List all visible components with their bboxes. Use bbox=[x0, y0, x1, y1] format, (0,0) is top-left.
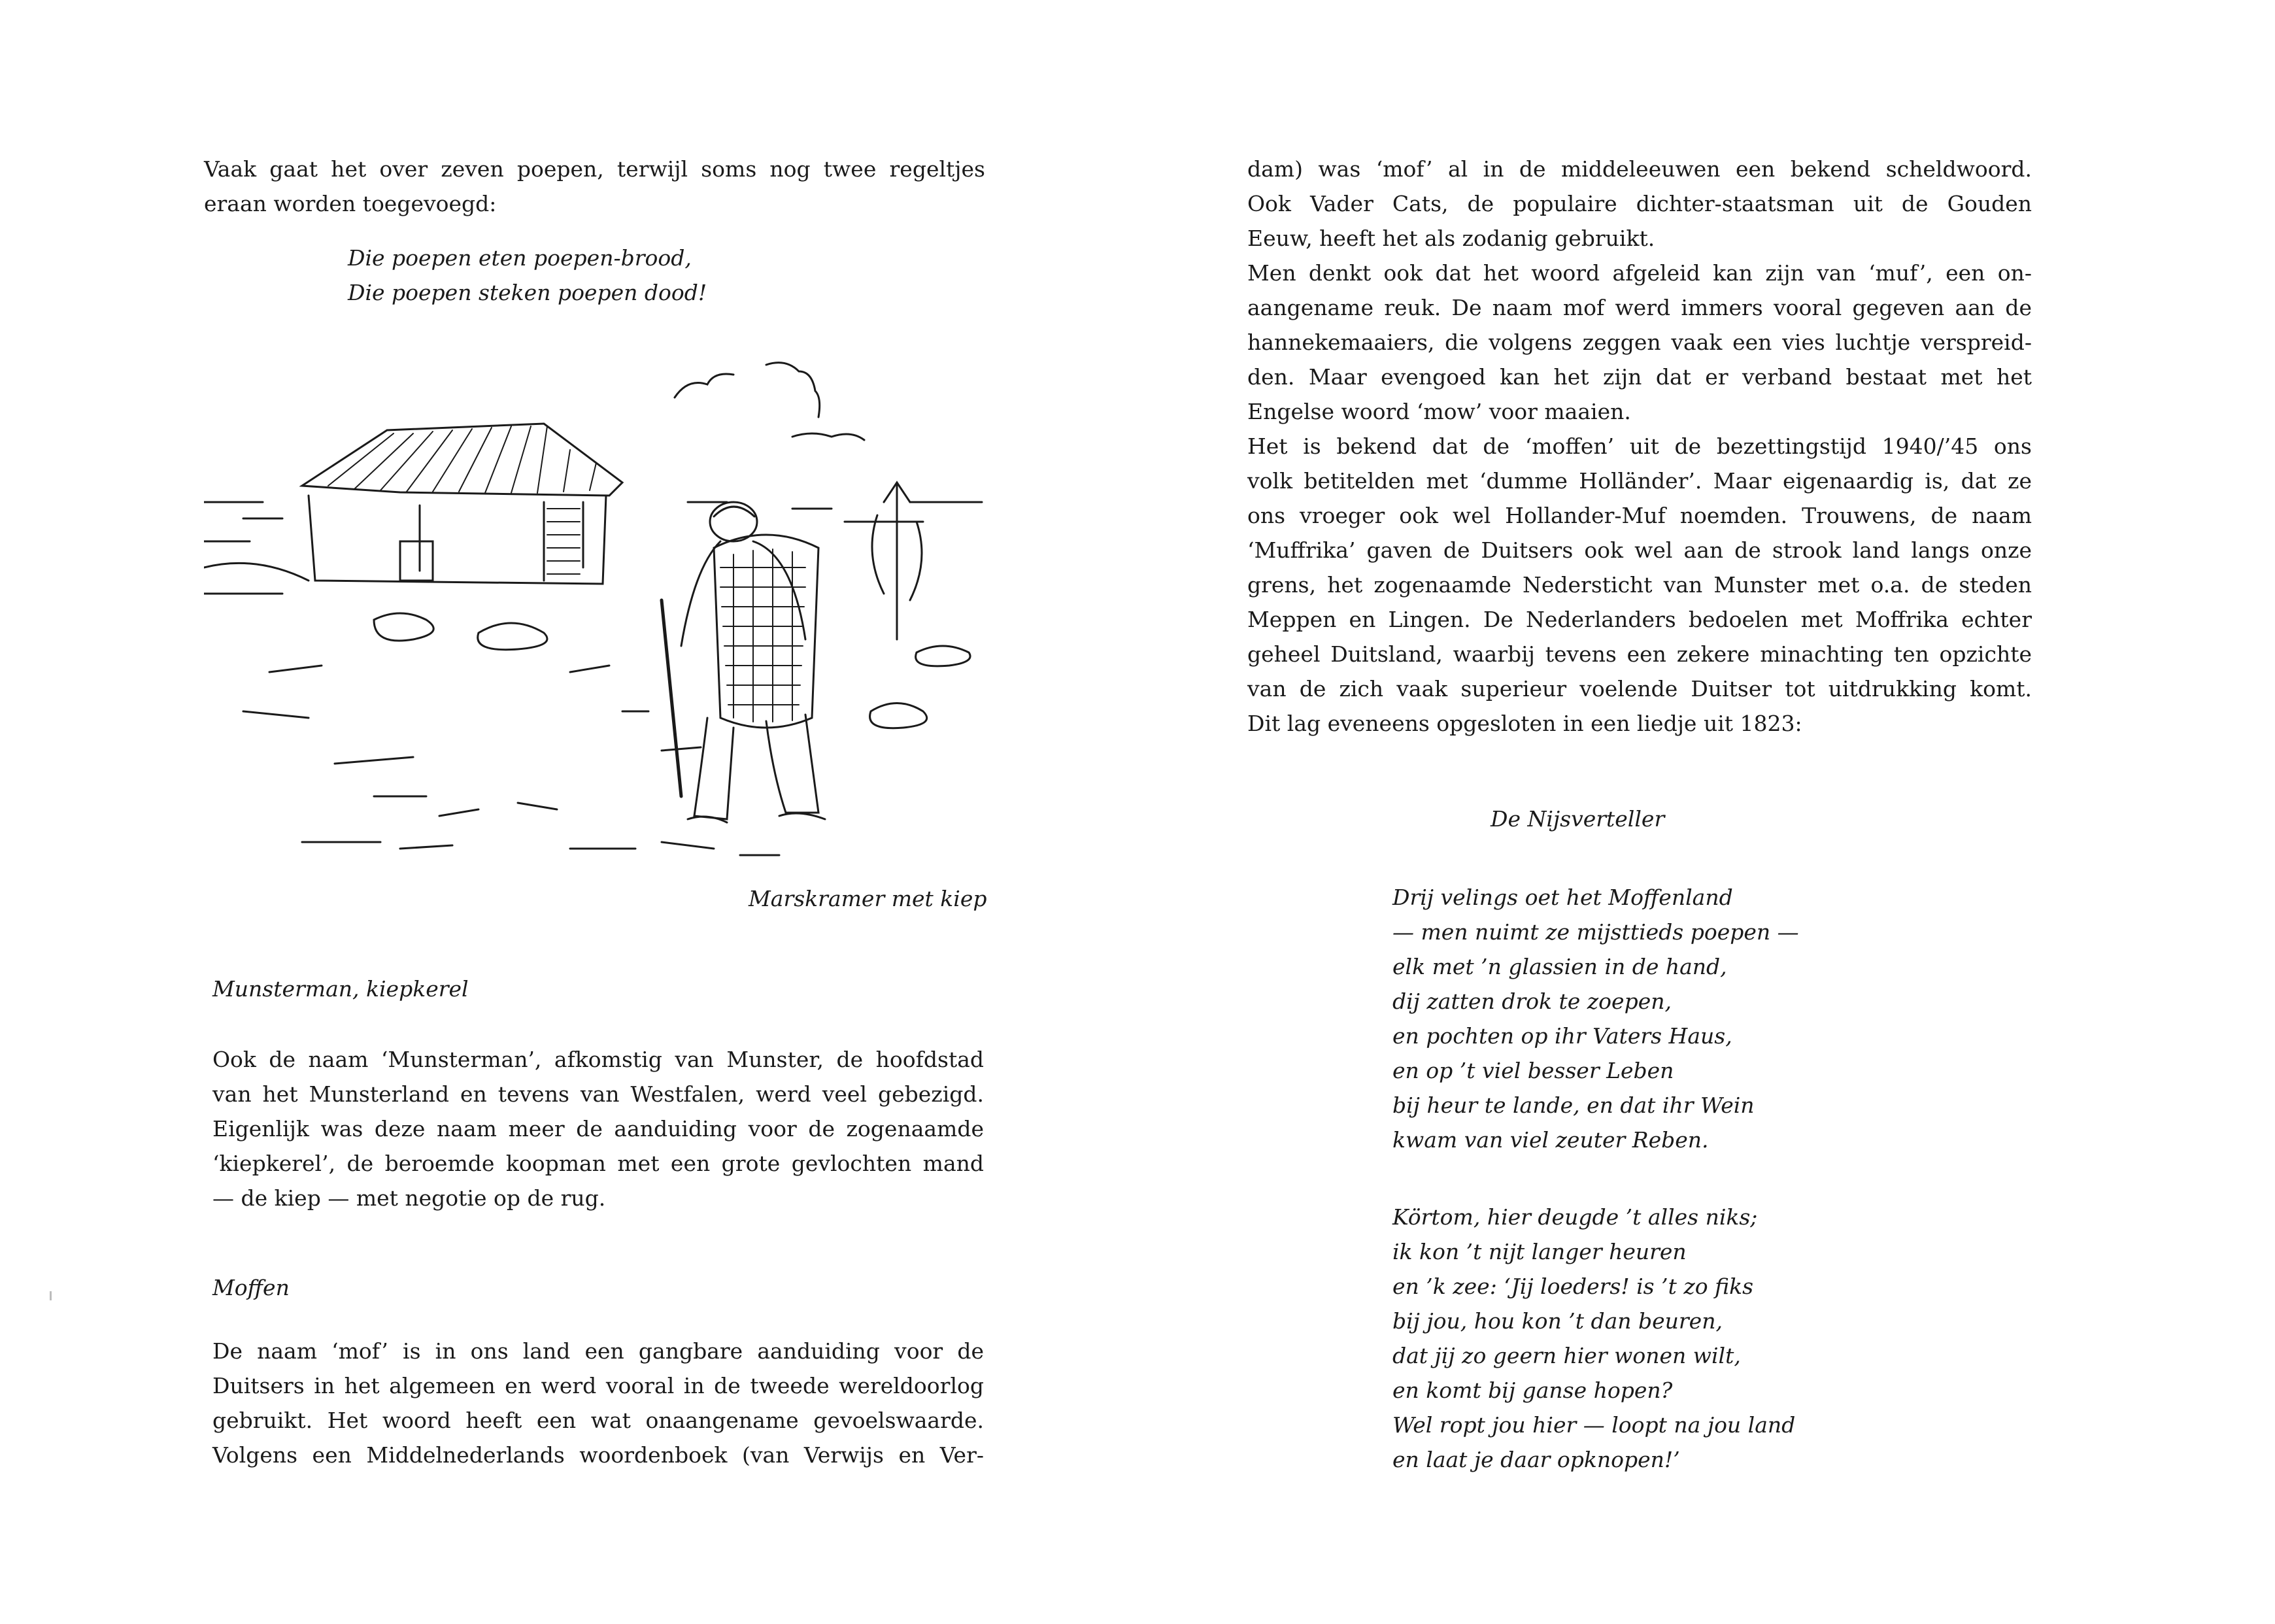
text-line: volk betitelden met ‘dumme Holländer’. Maar eigenaardig is, dat ze bbox=[1247, 468, 2032, 494]
verse-line: Wel ropt jou hier — loopt na jou land bbox=[1392, 1412, 1796, 1438]
text-line: Engelse woord ‘mow’ voor maaien. bbox=[1247, 399, 1631, 424]
poem-stanza-2 bbox=[1392, 1200, 1795, 1477]
poem-title: De Nijsverteller bbox=[1491, 806, 1665, 832]
section-heading-munsterman: Munsterman, kiepkerel bbox=[212, 976, 469, 1002]
rhyme-verse bbox=[348, 241, 707, 310]
text-line: Men denkt ook dat het woord afgeleid kan zijn van ‘muf’, een on- bbox=[1247, 260, 2032, 286]
pedlar-with-basket-drawing-icon bbox=[204, 345, 985, 858]
text-line: van de zich vaak superieur voelende Duitser tot uitdrukking komt. bbox=[1247, 676, 2032, 702]
verse-line: en op ’t viel besser Leben bbox=[1392, 1058, 1674, 1083]
verse-line: — men nuimt ze mijsttieds poepen — bbox=[1392, 919, 1799, 945]
verse-line: Körtom, hier deugde ’t alles niks; bbox=[1392, 1204, 1758, 1230]
margin-mark bbox=[50, 1291, 52, 1300]
text-line: Dit lag eveneens opgesloten in een liedje uit 1823: bbox=[1247, 711, 1802, 736]
verse-line: ik kon ’t nijt langer heuren bbox=[1392, 1239, 1687, 1264]
munsterman-paragraph bbox=[212, 1042, 984, 1215]
text-line: grens, het zogenaamde Nedersticht van Munster met o.a. de steden bbox=[1247, 572, 2032, 598]
illustration-caption: Marskramer met kiep bbox=[749, 886, 987, 911]
pedlar-illustration bbox=[204, 345, 985, 858]
poem-stanza-1 bbox=[1392, 880, 1799, 1157]
verse-line: dij zatten drok te zoepen, bbox=[1392, 989, 1672, 1014]
text-line: Duitsers in het algemeen en werd vooral in de tweede wereldoorlog bbox=[212, 1373, 984, 1398]
text-line: — de kiep — met negotie op de rug. bbox=[212, 1185, 606, 1211]
text-line: hannekemaaiers, die volgens zeggen vaak een vies luchtje verspreid- bbox=[1247, 330, 2032, 355]
text-line: aangename reuk. De naam mof werd immers vooral gegeven aan de bbox=[1247, 295, 2032, 320]
text-line: Ook Vader Cats, de populaire dichter-staatsman uit de Gouden bbox=[1247, 191, 2032, 216]
right-body-paragraph bbox=[1247, 152, 2032, 741]
text-line: Ook de naam ‘Munsterman’, afkomstig van Munster, de hoofdstad bbox=[212, 1047, 984, 1072]
text-line: Meppen en Lingen. De Nederlanders bedoelen met Moffrika echter bbox=[1247, 607, 2032, 632]
verse-line: bij jou, hou kon ’t dan beuren, bbox=[1392, 1308, 1723, 1334]
text-line: Vaak gaat het over zeven poepen, terwijl soms nog twee regeltjes bbox=[204, 156, 985, 182]
text-line: De naam ‘mof’ is in ons land een gangbare aanduiding voor de bbox=[212, 1338, 984, 1364]
verse-line: bij heur te lande, en dat ihr Wein bbox=[1392, 1092, 1755, 1118]
text-line: gebruikt. Het woord heeft een wat onaangename gevoelswaarde. bbox=[212, 1408, 984, 1433]
text-line: geheel Duitsland, waarbij tevens een zekere minachting ten opzichte bbox=[1247, 641, 2032, 667]
text-line: Eigenlijk was deze naam meer de aanduiding voor de zogenaamde bbox=[212, 1116, 984, 1142]
moffen-paragraph bbox=[212, 1334, 984, 1472]
text-line: Volgens een Middelnederlands woordenboek (van Verwijs en Ver- bbox=[212, 1442, 984, 1468]
right-page bbox=[1138, 0, 2275, 1624]
text-line: ‘kiepkerel’, de beroemde koopman met een grote gevlochten mand bbox=[212, 1151, 984, 1176]
text-line: Eeuw, heeft het als zodanig gebruikt. bbox=[1247, 226, 1655, 251]
verse-line: kwam van viel zeuter Reben. bbox=[1392, 1127, 1709, 1153]
verse-line: Die poepen steken poepen dood! bbox=[348, 280, 707, 305]
text-line: Het is bekend dat de ‘moffen’ uit de bezettingstijd 1940/’45 ons bbox=[1247, 433, 2032, 459]
verse-line: en komt bij ganse hopen? bbox=[1392, 1378, 1673, 1403]
section-heading-moffen: Moffen bbox=[212, 1275, 290, 1300]
text-line: ons vroeger ook wel Hollander-Muf noemden. Trouwens, de naam bbox=[1247, 503, 2032, 528]
intro-paragraph bbox=[204, 152, 985, 221]
verse-line: en pochten op ihr Vaters Haus, bbox=[1392, 1023, 1732, 1049]
verse-line: Drij velings oet het Moffenland bbox=[1392, 885, 1733, 910]
text-line: ‘Muffrika’ gaven de Duitsers ook wel aan de strook land langs onze bbox=[1247, 537, 2032, 563]
verse-line: dat jij zo geern hier wonen wilt, bbox=[1392, 1343, 1741, 1368]
verse-line: Die poepen eten poepen-brood, bbox=[348, 245, 692, 271]
text-line: eraan worden toegevoegd: bbox=[204, 191, 497, 216]
verse-line: en laat je daar opknopen!’ bbox=[1392, 1447, 1680, 1472]
verse-line: en ’k zee: ‘Jij loeders! is ’t zo fiks bbox=[1392, 1274, 1754, 1299]
verse-line: elk met ’n glassien in de hand, bbox=[1392, 954, 1727, 979]
text-line: den. Maar evengoed kan het zijn dat er verband bestaat met het bbox=[1247, 364, 2032, 390]
text-line: van het Munsterland en tevens van Westfalen, werd veel gebezigd. bbox=[212, 1081, 984, 1107]
text-line: dam) was ‘mof’ al in de middeleeuwen een bekend scheldwoord. bbox=[1247, 156, 2032, 182]
